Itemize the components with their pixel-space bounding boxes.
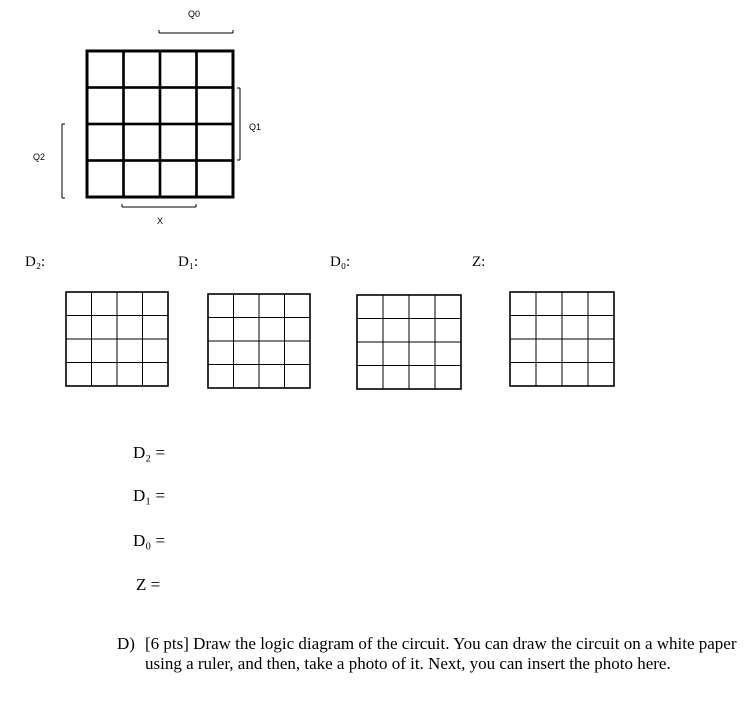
- kmap-d1-cell: [208, 294, 234, 318]
- main-kmap-cell: [87, 88, 124, 125]
- kmap-d2-cell: [66, 363, 92, 387]
- main-kmap-grid: [87, 51, 233, 197]
- kmap-d1-cell: [285, 365, 311, 389]
- kmap-z-cell: [588, 316, 614, 340]
- main-kmap-cell: [124, 124, 161, 161]
- kmap-z-cell: [536, 292, 562, 316]
- kmap-d0-cell: [435, 366, 461, 390]
- kmap-d2-cell: [66, 292, 92, 316]
- kmap-d0-cell: [357, 366, 383, 390]
- kmap-z-cell: [562, 316, 588, 340]
- equation-d0: D₀ =: [133, 531, 166, 550]
- kmap-z-cell: [562, 339, 588, 363]
- main-kmap-cell: [160, 51, 197, 88]
- map-label-d2: D₂:: [25, 254, 46, 270]
- main-kmap-cell: [197, 161, 234, 198]
- kmap-z-cell: [510, 363, 536, 387]
- kmap-d2-cell: [143, 316, 169, 340]
- kmap-z-cell: [562, 363, 588, 387]
- kmap-d2-cell: [117, 363, 143, 387]
- x-label: X: [157, 216, 164, 226]
- kmap-d0-cell: [383, 342, 409, 366]
- kmap-d0-cell: [409, 342, 435, 366]
- question-text: [6 pts] Draw the logic diagram of the circuit. You can draw the circuit on a white paper using a ruler, and then, take a photo of it. Next, you can insert the photo here.: [145, 634, 737, 673]
- kmap-d2-grid: [66, 292, 168, 386]
- kmap-z-cell: [588, 292, 614, 316]
- map-label-z: Z:: [472, 254, 486, 270]
- kmap-d0-cell: [435, 295, 461, 319]
- main-kmap-cell: [87, 161, 124, 198]
- kmap-z-cell: [536, 363, 562, 387]
- kmap-d2-cell: [66, 316, 92, 340]
- main-kmap-cell: [124, 88, 161, 125]
- kmap-d0-cell: [409, 319, 435, 343]
- main-kmap-cell: [87, 51, 124, 88]
- kmap-d1-cell: [285, 294, 311, 318]
- kmap-d1-cell: [234, 365, 260, 389]
- kmap-d2-cell: [143, 292, 169, 316]
- main-kmap-diagram: [0, 0, 751, 240]
- main-kmap-cell: [160, 124, 197, 161]
- kmap-d0-cell: [383, 366, 409, 390]
- kmap-d2-cell: [143, 339, 169, 363]
- kmap-z-cell: [536, 339, 562, 363]
- kmap-d1-cell: [259, 318, 285, 342]
- kmap-d2-cell: [92, 316, 118, 340]
- kmap-d2-cell: [92, 339, 118, 363]
- main-kmap-cell: [197, 88, 234, 125]
- kmap-d2-cell: [92, 363, 118, 387]
- kmap-d1-cell: [285, 318, 311, 342]
- main-kmap-cell: [160, 161, 197, 198]
- kmap-z-cell: [536, 316, 562, 340]
- kmap-d1-cell: [259, 294, 285, 318]
- map-label-d0: D₀:: [330, 254, 351, 270]
- kmap-z-cell: [510, 292, 536, 316]
- kmap-z-cell: [588, 339, 614, 363]
- q0-label: Q0: [188, 9, 201, 19]
- kmap-d2-cell: [66, 339, 92, 363]
- equation-d1: D₁ =: [133, 486, 166, 505]
- main-kmap-cell: [124, 161, 161, 198]
- kmap-d0-cell: [435, 342, 461, 366]
- kmap-d0-cell: [435, 319, 461, 343]
- kmap-z-grid: [510, 292, 614, 386]
- q1-label: Q1: [249, 122, 262, 132]
- kmap-d1-cell: [259, 365, 285, 389]
- main-kmap-cell: [87, 124, 124, 161]
- kmap-d1-cell: [285, 341, 311, 365]
- kmap-d2-cell: [92, 292, 118, 316]
- equation-z: Z =: [136, 575, 161, 594]
- kmap-d1-cell: [234, 318, 260, 342]
- kmap-z-cell: [588, 363, 614, 387]
- kmap-d1-cell: [234, 341, 260, 365]
- equation-d2: D₂ =: [133, 443, 166, 462]
- kmap-z-cell: [562, 292, 588, 316]
- question-letter: D): [117, 634, 135, 653]
- q2-label: Q2: [33, 152, 46, 162]
- kmap-d1-cell: [208, 318, 234, 342]
- kmap-z-cell: [510, 339, 536, 363]
- kmap-d0-cell: [383, 319, 409, 343]
- kmap-d1-cell: [234, 294, 260, 318]
- kmap-z-cell: [510, 316, 536, 340]
- kmap-d0-cell: [409, 295, 435, 319]
- kmap-d0-cell: [409, 366, 435, 390]
- kmap-d1-cell: [259, 341, 285, 365]
- kmap-d1-grid: [208, 294, 310, 388]
- kmap-d2-cell: [143, 363, 169, 387]
- kmap-d0-cell: [357, 342, 383, 366]
- kmap-d0-cell: [383, 295, 409, 319]
- main-kmap-cell: [197, 51, 234, 88]
- map-label-d1: D₁:: [178, 254, 199, 270]
- kmap-d2-cell: [117, 292, 143, 316]
- main-kmap-cell: [160, 88, 197, 125]
- kmap-d2-cell: [117, 316, 143, 340]
- kmap-d0-cell: [357, 295, 383, 319]
- kmap-d2-cell: [117, 339, 143, 363]
- kmap-d0-cell: [357, 319, 383, 343]
- kmap-d0-grid: [357, 295, 461, 389]
- kmap-d1-cell: [208, 341, 234, 365]
- small-kmaps: [0, 280, 751, 400]
- main-kmap-cell: [197, 124, 234, 161]
- main-kmap-cell: [124, 51, 161, 88]
- kmap-d1-cell: [208, 365, 234, 389]
